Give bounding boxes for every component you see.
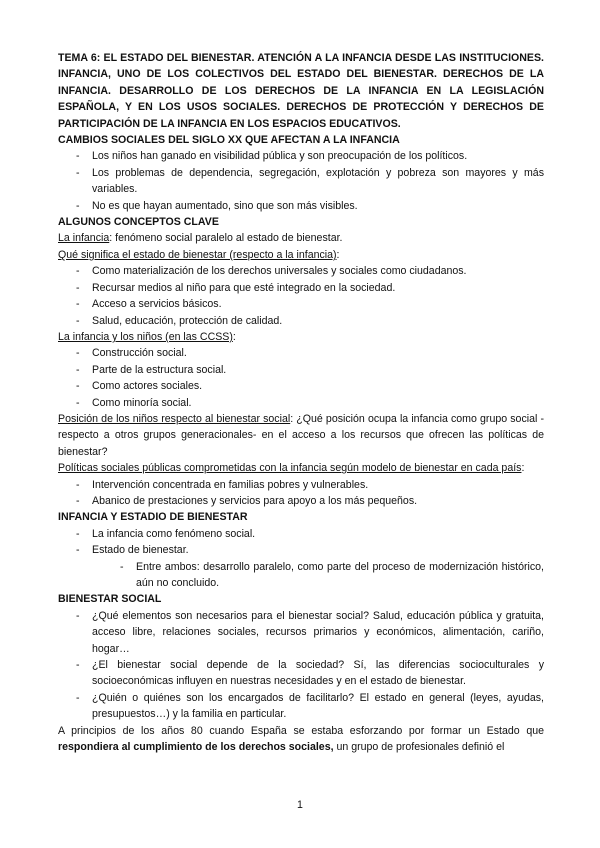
list-item: - Los niños han ganado en visibilidad pública y son preocupación de los políticos.: [58, 148, 544, 164]
list-item: - Intervención concentrada en familias pobres y vulnerables.: [58, 477, 544, 493]
list-item: - Acceso a servicios básicos.: [58, 296, 544, 312]
list-item: - Parte de la estructura social.: [58, 362, 544, 378]
list-item: - Entre ambos: desarrollo paralelo, como parte del proceso de modernización histórico, aún no concluido.: [58, 559, 544, 592]
page-content: [58, 50, 544, 755]
section-heading-infancia-estadio: INFANCIA Y ESTADIO DE BIENESTAR: [58, 511, 248, 524]
paragraph-posicion: [58, 411, 544, 460]
paragraph-ccss: [58, 329, 544, 345]
underlined-term: Políticas sociales públicas comprometidas con la infancia según modelo de bienestar en cada país: [58, 462, 522, 475]
closing-paragraph: [58, 723, 544, 756]
page-title: TEMA 6: EL ESTADO DEL BIENESTAR. ATENCIÓN A LA INFANCIA DESDE LAS INSTITUCIONES. INFANCIA, UNO DE LOS COLECTIVOS DEL ESTADO DEL BIENESTAR. DERECHOS DE LA INFANCIA. DESARROLLO DE LOS DERECHOS DE LA INFANCIA EN LA LEGISLACIÓN ESPAÑOLA, Y EN LOS USOS SOCIALES. DERECHOS DE PROTECCIÓN Y DERECHOS DE PARTICIPACIÓN DE LA INFANCIA EN LOS ESPACIOS EDUCATIVOS.: [58, 52, 544, 130]
list-item: - Abanico de prestaciones y servicios para apoyo a los más pequeños.: [58, 493, 544, 509]
paragraph-text: :: [336, 248, 340, 261]
paragraph-text: :: [232, 330, 236, 343]
paragraph-text: : fenómeno social paralelo al estado de bienestar.: [109, 232, 343, 245]
list-item: - Construcción social.: [58, 345, 544, 361]
list-item: - ¿Qué elementos son necesarios para el bienestar social? Salud, educación pública y gratuita, acceso libre, relaciones sociales, recursos primarios y económicos, alimentación, cariño, hogar…: [58, 608, 544, 657]
list-item: - ¿Quién o quiénes son los encargados de facilitarlo? El estado en general (leyes, ayudas, presupuestos…) y la familia en particular.: [58, 690, 544, 723]
ccss-list: [58, 345, 544, 411]
page-number: 1: [297, 799, 303, 811]
underlined-term: La infancia y los niños (en las CCSS): [58, 330, 233, 343]
section-heading-bienestar-social: BIENESTAR SOCIAL: [58, 593, 162, 606]
paragraph-politicas: [58, 460, 544, 476]
paragraph-bienestar: [58, 247, 544, 263]
infancia-estadio-list: [58, 526, 544, 559]
list-item: - No es que hayan aumentado, sino que son más visibles.: [58, 198, 544, 214]
list-item: - Los problemas de dependencia, segregación, explotación y pobreza son mayores y más variables.: [58, 165, 544, 198]
cambios-list: [58, 148, 544, 214]
list-item: - Como minoría social.: [58, 395, 544, 411]
politicas-list: [58, 477, 544, 510]
list-item: - Estado de bienestar.: [58, 542, 544, 558]
infancia-estadio-sublist: [58, 559, 544, 592]
list-item: - Salud, educación, protección de calidad.: [58, 313, 544, 329]
bienestar-list: [58, 263, 544, 329]
bienestar-social-list: [58, 608, 544, 723]
paragraph-text: un grupo de profesionales definió el: [333, 741, 505, 754]
underlined-term: Posición de los niños respecto al bienestar social: [58, 412, 291, 425]
section-heading-cambios: CAMBIOS SOCIALES DEL SIGLO XX QUE AFECTAN A LA INFANCIA: [58, 134, 400, 147]
section-heading-conceptos: ALGUNOS CONCEPTOS CLAVE: [58, 216, 219, 229]
list-item: - Recursar medios al niño para que esté integrado en la sociedad.: [58, 280, 544, 296]
paragraph-text: :: [521, 462, 525, 475]
underlined-term: Qué significa el estado de bienestar (respecto a la infancia): [58, 248, 337, 261]
list-item: - ¿El bienestar social depende de la sociedad? Sí, las diferencias socioculturales y socioeconómicas influyen en nuestras necesidades y en el estado de bienestar.: [58, 657, 544, 690]
list-item: - La infancia como fenómeno social.: [58, 526, 544, 542]
list-item: - Como actores sociales.: [58, 378, 544, 394]
bold-text: respondiera al cumplimiento de los derechos sociales,: [58, 741, 334, 754]
paragraph-text: A principios de los años 80 cuando España se estaba esforzando por formar un Estado que: [58, 724, 544, 737]
paragraph-text: : ¿Qué posición ocupa la infancia como grupo social -respecto a otros grupos generacionales- en el acceso a los recursos que ofrecen las políticas de bienestar?: [58, 412, 545, 458]
underlined-term: La infancia: [58, 232, 110, 245]
list-item: - Como materialización de los derechos universales y sociales como ciudadanos.: [58, 263, 544, 279]
paragraph-infancia: [58, 230, 544, 246]
